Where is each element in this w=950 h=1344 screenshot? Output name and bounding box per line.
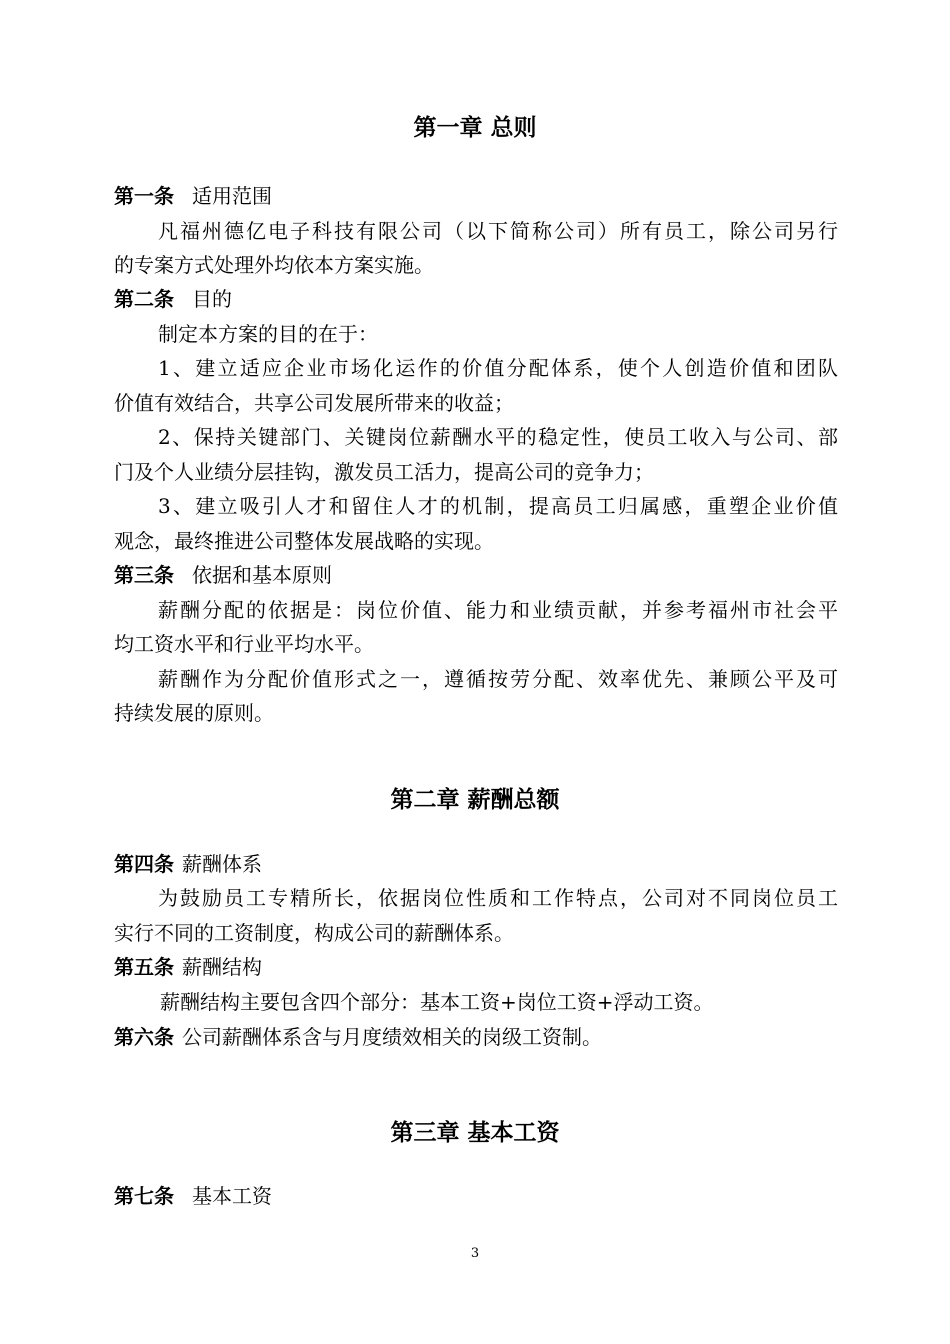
- paragraph-line: 均工资水平和行业平均水平。: [114, 632, 374, 656]
- paragraph-line: 3、建立吸引人才和留住人才的机制，提高员工归属感，重塑企业价值: [158, 494, 838, 518]
- paragraph-line: 价值有效结合，共享公司发展所带来的收益；: [114, 391, 514, 415]
- page-number: 3: [470, 1246, 480, 1261]
- paragraph-line: 2、保持关键部门、关键岗位薪酬水平的稳定性，使员工收入与公司、部: [158, 425, 838, 449]
- article-label: 第七条: [114, 1184, 174, 1208]
- chapter-2-title: 第二章 薪酬总额: [390, 787, 560, 813]
- chapter-3-title: 第三章 基本工资: [390, 1120, 560, 1146]
- paragraph-line: 观念，最终推进公司整体发展战略的实现。: [114, 529, 494, 553]
- article-1-heading: [114, 181, 838, 211]
- paragraph-line: 门及个人业绩分层挂钩，激发员工活力，提高公司的竞争力；: [114, 460, 654, 484]
- article-4-heading: [114, 849, 838, 879]
- paragraph-line: 为鼓励员工专精所长，依据岗位性质和工作特点，公司对不同岗位员工: [158, 886, 838, 910]
- article-title: 薪酬结构: [182, 955, 262, 979]
- article-title: 薪酬体系: [182, 852, 262, 876]
- article-3-heading: [114, 560, 838, 590]
- paragraph-line: 薪酬分配的依据是：岗位价值、能力和业绩贡献，并参考福州市社会平: [158, 598, 838, 622]
- article-7-heading: [114, 1181, 838, 1211]
- article-label: 第六条: [114, 1025, 174, 1049]
- article-title: 适用范围: [192, 184, 272, 208]
- article-2-heading: [114, 284, 838, 314]
- paragraph-line: 的专案方式处理外均依本方案实施。: [114, 253, 434, 277]
- paragraph-line: 薪酬结构主要包含四个部分：基本工资+岗位工资+浮动工资。: [160, 990, 714, 1014]
- paragraph-line: 持续发展的原则。: [114, 701, 274, 725]
- article-6-heading: [114, 1022, 838, 1052]
- chapter-1-title: 第一章 总则: [413, 115, 537, 141]
- paragraph-line: 凡福州德亿电子科技有限公司（以下简称公司）所有员工，除公司另行: [158, 219, 838, 243]
- article-label: 第三条: [114, 563, 174, 587]
- paragraph-line: 实行不同的工资制度，构成公司的薪酬体系。: [114, 921, 514, 945]
- article-title: 基本工资: [192, 1184, 272, 1208]
- article-title: 公司薪酬体系含与月度绩效相关的岗级工资制。: [182, 1025, 602, 1049]
- paragraph-line: 1、建立适应企业市场化运作的价值分配体系，使个人创造价值和团队: [158, 356, 838, 380]
- article-label: 第一条: [114, 184, 174, 208]
- article-title: 目的: [192, 287, 232, 311]
- article-label: 第五条: [114, 955, 174, 979]
- paragraph-line: 薪酬作为分配价值形式之一，遵循按劳分配、效率优先、兼顾公平及可: [158, 667, 838, 691]
- article-5-heading: [114, 952, 838, 982]
- article-label: 第四条: [114, 852, 174, 876]
- article-label: 第二条: [114, 287, 174, 311]
- article-title: 依据和基本原则: [192, 563, 332, 587]
- paragraph-line: 制定本方案的目的在于：: [158, 322, 378, 346]
